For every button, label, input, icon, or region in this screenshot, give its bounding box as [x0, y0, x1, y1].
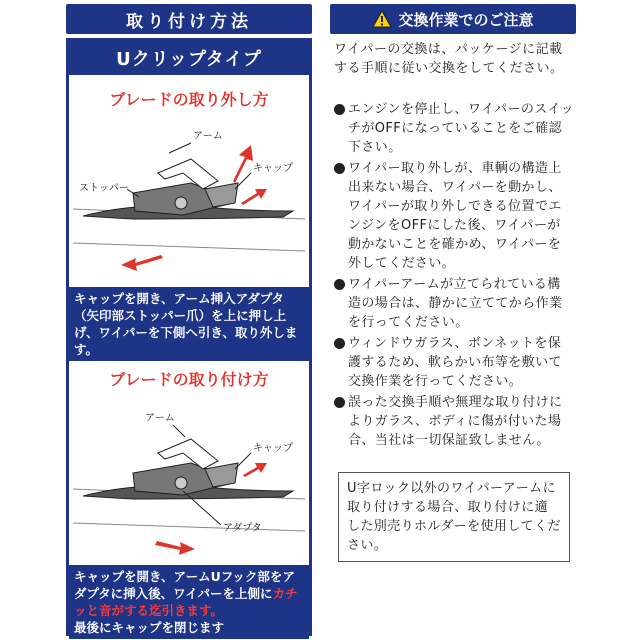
uclip-box [66, 38, 312, 636]
cap-arrow-icon [243, 463, 267, 477]
warning-icon [372, 10, 392, 28]
caution-intro: ワイパーの交換は、パッケージに記載する手順に従い交換をしてください。 [334, 42, 564, 76]
list-item: ワイパーアームが立てられている構造の場合は、静かに立ててから作業を行ってください。 [334, 275, 574, 332]
install-title: ブレードの取り付け方 [109, 370, 269, 389]
caution-header-text: 交換作業でのご注意 [398, 10, 534, 29]
bullet-icon [334, 104, 345, 115]
bullet-icon [334, 163, 345, 174]
install-caption [69, 565, 309, 639]
install-adapter-label: アダプタ [223, 523, 262, 534]
list-item: ワイパー取り外しが、車輌の構造上出来ない場合、ワイパーを動かし、ワイパーが取り外しできる位置でエンジンをOFFにした後、ワイパーが動かないことを確かめ、ワイパーを外してください。 [334, 159, 574, 273]
install-caption-last: 最後にキャップを閉じます [74, 620, 225, 635]
bullet-icon [334, 279, 345, 290]
list-item: 誤った交換手順や無理な取り付けによりガラス、ボディに傷が付いた場合、当社は一切保証致しません。 [334, 393, 574, 450]
install-caption-warning: カチッと音がする迄引きます。 [74, 586, 298, 618]
cap-arrow-icon [241, 189, 267, 205]
push-arrow-icon [155, 541, 195, 555]
installation-panel [66, 0, 312, 640]
install-diagram [73, 391, 305, 571]
removal-stopper-label: ストッパー [79, 183, 129, 194]
list-item: エンジンを停止し、ワイパーのスイッチがOFFになっていることをご確認下さい。 [334, 100, 574, 157]
installation-header: 取り付け方法 [66, 4, 312, 34]
install-caption-text: キャップを開き、アームUフック部をアダプタに挿入後、ワイパーを上側に [74, 569, 295, 601]
up-arrow-icon [233, 145, 253, 183]
caution-panel [330, 0, 576, 640]
removal-caption: キャップを開き、アーム挿入アダプタ（矢印部ストッパー爪）を上に押し上げ、ワイパーを下側へ引き、取り外します。 [69, 287, 309, 361]
caution-list [334, 100, 574, 452]
removal-title: ブレードの取り外し方 [109, 90, 269, 109]
bullet-icon [334, 397, 345, 408]
install-arm-label: アーム [145, 413, 175, 424]
bullet-icon [334, 338, 345, 349]
holder-note: U字ロック以外のワイパーアームに取り付けする場合、取り付けに適した別売りホルダーを使用してください。 [338, 472, 570, 562]
list-item: ウィンドウガラス、ボンネットを保護するため、軟らかい布等を敷いて交換作業を行ってください。 [334, 334, 574, 391]
removal-cap-label: キャップ [253, 163, 293, 174]
install-cap-label: キャップ [253, 443, 293, 454]
removal-arm-label: アーム [193, 131, 223, 142]
caution-header [330, 4, 576, 34]
removal-diagram [73, 111, 305, 291]
uclip-type-label: Uクリップタイプ [69, 41, 309, 75]
pull-arrow-icon [121, 255, 163, 271]
